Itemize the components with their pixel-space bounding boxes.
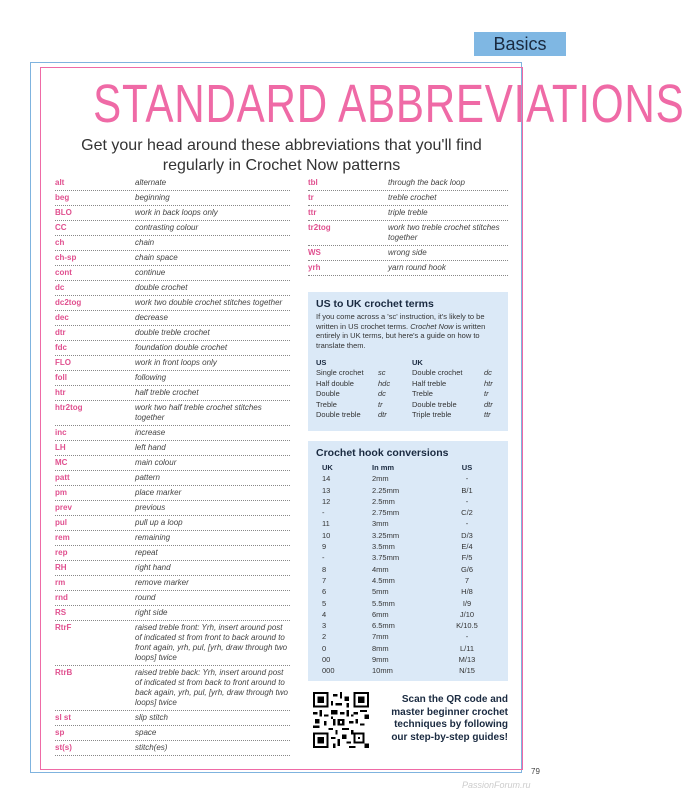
hook-cell: 6.5mm [372, 621, 395, 631]
hook-cell: 5 [322, 598, 327, 608]
abbreviation-code: fdc [55, 343, 67, 352]
abbreviation-code: foll [55, 373, 67, 382]
abbreviation-code: alt [55, 178, 65, 187]
abbreviation-code: htr [55, 388, 66, 397]
hook-row [322, 541, 502, 552]
abbreviation-definition: triple treble [388, 208, 428, 217]
abbreviation-code: rem [55, 533, 70, 542]
terms-header: UK [412, 358, 423, 367]
hook-row [322, 609, 502, 620]
qr-caption: Scan the QR code and master beginner crochet techniques by following our step-by-step guides! [391, 694, 508, 743]
abbreviation-row [55, 251, 290, 266]
abbreviation-row [308, 206, 508, 221]
abbreviation-code: WS [308, 248, 321, 257]
abbreviation-row [308, 191, 508, 206]
abbreviation-definition: foundation double crochet [135, 343, 228, 352]
abbreviation-row [55, 191, 290, 206]
abbreviation-row [55, 531, 290, 546]
abbreviation-definition: through the back loop [388, 178, 465, 187]
terms-cell: Triple treble [412, 410, 452, 420]
hook-cell: 2.75mm [372, 508, 400, 518]
abbreviation-definition: half treble crochet [135, 388, 199, 397]
abbreviation-definition: wrong side [388, 248, 427, 257]
abbreviation-definition: double crochet [135, 283, 188, 292]
hook-cell: 6mm [372, 609, 389, 619]
hook-row [322, 507, 502, 518]
abbreviation-code: MC [55, 458, 68, 467]
abbreviation-definition: work two half treble crochet stitches together [135, 403, 262, 422]
hook-cell: 7 [464, 575, 470, 585]
hook-row [322, 643, 502, 654]
hook-cell: - [322, 553, 325, 563]
abbreviation-row [55, 266, 290, 281]
hook-cell: B/1 [461, 485, 473, 495]
watermark: PassionForum.ru [462, 780, 531, 790]
terms-cell: Double crochet [412, 368, 463, 378]
abbreviation-definition: pattern [135, 473, 160, 482]
hook-cell: 4.5mm [372, 575, 395, 585]
hook-cell: 5.5mm [372, 598, 395, 608]
hook-cell: L/11 [459, 643, 475, 653]
abbreviation-definition: chain space [135, 253, 178, 262]
hook-cell: 2.5mm [372, 496, 395, 506]
abbreviation-code: sp [55, 728, 65, 737]
terms-cell: Double [316, 389, 340, 399]
hook-cell: N/15 [459, 666, 475, 676]
hook-cell: 14 [322, 474, 331, 484]
abbreviation-code: inc [55, 428, 67, 437]
abbreviation-definition: space [135, 728, 157, 737]
abbreviation-code: BLO [55, 208, 72, 217]
hook-cell: H/8 [461, 587, 473, 597]
hook-cell: K/10.5 [456, 621, 478, 631]
abbreviation-row [55, 576, 290, 591]
terms-cell: Half treble [412, 378, 447, 388]
qr-code[interactable] [313, 692, 369, 748]
hook-cell: 9mm [372, 655, 389, 665]
hook-cell: F/5 [461, 553, 473, 563]
abbreviation-row [55, 221, 290, 236]
hook-cell: 4mm [372, 564, 389, 574]
terms-column [378, 358, 390, 420]
us-uk-intro [308, 312, 508, 350]
abbreviation-code: dc2tog [55, 298, 82, 307]
hook-cell: 3.75mm [372, 553, 400, 563]
hook-header-cell: In mm [372, 463, 395, 472]
abbreviation-row [55, 401, 290, 426]
abbreviation-code: prev [55, 503, 72, 512]
abbreviation-row [55, 281, 290, 296]
abbreviation-code: LH [55, 443, 66, 452]
terms-column [484, 358, 493, 420]
hook-row [322, 631, 502, 642]
hook-row [322, 598, 502, 609]
abbreviation-row [308, 246, 508, 261]
abbreviation-row [308, 176, 508, 191]
hook-cell: 3 [322, 621, 327, 631]
abbreviation-definition: stitch(es) [135, 743, 168, 752]
abbreviation-code: htr2tog [55, 403, 83, 412]
abbreviation-definition: left hand [135, 443, 166, 452]
abbreviation-definition: main colour [135, 458, 177, 467]
hook-row [322, 575, 502, 586]
abbreviation-code: ch [55, 238, 65, 247]
hook-cell: 10 [322, 530, 331, 540]
abbreviation-code: tr2tog [308, 223, 331, 232]
abbreviation-definition: alternate [135, 178, 167, 187]
abbreviation-list-left [55, 176, 290, 756]
abbreviation-list-right [308, 176, 508, 276]
abbreviation-definition: treble crochet [388, 193, 437, 202]
abbreviation-definition: round [135, 593, 156, 602]
hook-cell: 000 [322, 666, 335, 676]
abbreviation-definition: following [135, 373, 167, 382]
abbreviation-code: st(s) [55, 743, 72, 752]
terms-cell: Double treble [412, 399, 457, 409]
hook-cell: E/4 [461, 542, 473, 552]
hook-cell: 3.25mm [372, 530, 400, 540]
hook-cell: 5mm [372, 587, 389, 597]
terms-cell: hdc [378, 378, 391, 388]
abbreviation-definition: beginning [135, 193, 170, 202]
terms-header [484, 358, 493, 368]
section-tab: Basics [474, 32, 566, 56]
hook-cell: 2 [322, 632, 327, 642]
abbreviation-row [55, 591, 290, 606]
abbreviation-row [55, 666, 290, 711]
abbreviation-row [55, 606, 290, 621]
terms-cell: sc [378, 368, 386, 378]
abbreviation-code: RtrB [55, 668, 73, 677]
abbreviation-definition: remaining [135, 533, 171, 542]
hook-cell: D/3 [461, 530, 473, 540]
abbreviation-code: pul [55, 518, 67, 527]
hook-cell: 10mm [372, 666, 393, 676]
hook-row [322, 496, 502, 507]
hook-cell: 12 [322, 496, 331, 506]
abbreviation-row [55, 711, 290, 726]
hook-row [322, 654, 502, 665]
abbreviation-row [55, 426, 290, 441]
terms-cell: htr [484, 378, 493, 388]
terms-column [316, 358, 364, 420]
hook-row [322, 564, 502, 575]
hook-row [322, 586, 502, 597]
intro-magazine-name: Crochet Now [410, 321, 454, 331]
abbreviation-code: RtrF [55, 623, 72, 632]
hook-cell: 3mm [372, 519, 389, 529]
abbreviation-row [55, 546, 290, 561]
abbreviation-definition: work two double crochet stitches together [135, 298, 283, 307]
hook-cell: 8 [322, 564, 327, 574]
abbreviation-row [55, 741, 290, 756]
hook-cell: 7 [322, 575, 327, 585]
abbreviation-definition: contrasting colour [135, 223, 199, 232]
hook-row [322, 485, 502, 496]
abbreviation-row [55, 501, 290, 516]
hook-cell: - [465, 496, 469, 506]
abbreviation-row [55, 441, 290, 456]
hook-cell: C/2 [461, 508, 473, 518]
abbreviation-definition: repeat [135, 548, 158, 557]
abbreviation-code: patt [55, 473, 70, 482]
abbreviation-code: dc [55, 283, 65, 292]
us-uk-terms-box [308, 292, 508, 431]
abbreviation-row [55, 296, 290, 311]
terms-cell: dc [378, 389, 386, 399]
abbreviation-row [55, 236, 290, 251]
abbreviation-code: sl st [55, 713, 72, 722]
hook-cell: I/9 [462, 598, 472, 608]
abbreviation-definition: right side [135, 608, 168, 617]
abbreviation-code: ttr [308, 208, 317, 217]
hook-cell: 7mm [372, 632, 389, 642]
abbreviation-row [55, 621, 290, 666]
hook-row [322, 473, 502, 484]
abbreviation-row [55, 311, 290, 326]
abbreviation-row [55, 726, 290, 741]
abbreviation-row [55, 561, 290, 576]
abbreviation-row [55, 386, 290, 401]
hook-cell: - [322, 508, 325, 518]
terms-cell: Treble [316, 399, 337, 409]
hook-heading: Crochet hook conversions [316, 447, 449, 459]
hook-row [322, 518, 502, 529]
terms-column [412, 358, 462, 420]
abbreviation-definition: place marker [135, 488, 182, 497]
hook-header-cell: UK [322, 463, 333, 472]
terms-cell: tr [378, 399, 383, 409]
abbreviation-definition: remove marker [135, 578, 189, 587]
abbreviation-code: tbl [308, 178, 318, 187]
hook-row [322, 530, 502, 541]
terms-header: US [316, 358, 327, 367]
terms-cell: Half double [316, 378, 354, 388]
hook-cell: 13 [322, 485, 331, 495]
abbreviation-code: pm [55, 488, 67, 497]
abbreviation-row [55, 326, 290, 341]
abbreviation-definition: increase [135, 428, 166, 437]
hook-cell: 11 [322, 519, 330, 529]
terms-cell: dtr [484, 399, 493, 409]
hook-cell: 0 [322, 643, 327, 653]
abbreviation-code: beg [55, 193, 70, 202]
intro-text-1: If you come across a 'sc' instruction, it's likely to be written in US crochet terms. [316, 312, 485, 331]
abbreviation-code: RH [55, 563, 67, 572]
us-uk-heading: US to UK crochet terms [316, 298, 434, 310]
hook-cell: 3.5mm [372, 542, 395, 552]
hook-header-cell: US [461, 463, 473, 472]
abbreviation-definition: raised treble back: Yrh, insert around post of indicated st from back to front around to back again, yrh, pul, [yrh, draw through two loops] twice [135, 668, 288, 707]
hook-header-row [322, 462, 502, 473]
abbreviation-code: ch-sp [55, 253, 77, 262]
abbreviation-code: dtr [55, 328, 66, 337]
abbreviation-code: rnd [55, 593, 68, 602]
hook-cell: G/6 [460, 564, 474, 574]
terms-cell: Single crochet [316, 368, 364, 378]
abbreviation-code: cont [55, 268, 72, 277]
hook-cell: - [465, 474, 469, 484]
abbreviation-definition: decrease [135, 313, 168, 322]
abbreviation-definition: work two treble crochet stitches together [388, 223, 500, 242]
abbreviation-definition: yarn round hook [388, 263, 446, 272]
abbreviation-row [55, 471, 290, 486]
hook-cell: 4 [322, 609, 327, 619]
hook-conversion-table [322, 462, 502, 677]
hook-cell: 2.25mm [372, 485, 400, 495]
abbreviation-code: RS [55, 608, 67, 617]
abbreviation-code: rm [55, 578, 66, 587]
terms-cell: ttr [484, 410, 491, 420]
abbreviation-row [308, 221, 508, 246]
abbreviation-code: CC [55, 223, 67, 232]
hook-cell: 2mm [372, 474, 389, 484]
terms-cell: dc [484, 368, 492, 378]
hook-row [322, 620, 502, 631]
terms-cell: Treble [412, 389, 433, 399]
abbreviation-row [55, 176, 290, 191]
abbreviation-row [308, 261, 508, 276]
hook-cell: - [465, 632, 469, 642]
abbreviation-code: rep [55, 548, 68, 557]
abbreviation-row [55, 206, 290, 221]
abbreviation-definition: work in back loops only [135, 208, 218, 217]
abbreviation-code: tr [308, 193, 314, 202]
page-number: 79 [531, 767, 540, 776]
abbreviation-code: FLO [55, 358, 71, 367]
hook-row [322, 665, 502, 676]
page-title: STANDARD ABBREVIATIONS [93, 74, 685, 134]
abbreviation-row [55, 341, 290, 356]
abbreviation-row [55, 356, 290, 371]
hook-cell: 9 [322, 542, 327, 552]
abbreviation-definition: work in front loops only [135, 358, 217, 367]
page-subtitle: Get your head around these abbreviations that you'll find regularly in Crochet Now patterns [81, 137, 482, 174]
abbreviation-definition: pull up a loop [135, 518, 183, 527]
abbreviation-definition: slip stitch [135, 713, 168, 722]
hook-conversion-box [308, 441, 508, 681]
terms-cell: tr [484, 389, 489, 399]
abbreviation-definition: double treble crochet [135, 328, 210, 337]
abbreviation-definition: continue [135, 268, 166, 277]
abbreviation-row [55, 456, 290, 471]
hook-cell: M/13 [458, 655, 476, 665]
abbreviation-row [55, 516, 290, 531]
abbreviation-definition: raised treble front: Yrh, insert around post of indicated st from front to back around to front again, yrh, pul, [yrh, draw through two loops] twice [135, 623, 288, 662]
abbreviation-definition: chain [135, 238, 155, 247]
terms-header [378, 358, 390, 368]
abbreviation-row [55, 371, 290, 386]
hook-cell: 6 [322, 587, 327, 597]
abbreviation-definition: right hand [135, 563, 171, 572]
abbreviation-row [55, 486, 290, 501]
abbreviation-definition: previous [135, 503, 166, 512]
hook-row [322, 552, 502, 563]
hook-cell: 00 [322, 655, 331, 665]
abbreviation-code: dec [55, 313, 69, 322]
hook-cell: J/10 [459, 609, 475, 619]
intro-text-2: is written entirely in UK terms, but here's a guide on how to translate them. [316, 321, 486, 350]
abbreviation-code: yrh [308, 263, 321, 272]
hook-cell: 8mm [372, 643, 389, 653]
terms-cell: dtr [378, 410, 387, 420]
hook-cell: - [465, 519, 469, 529]
terms-cell: Double treble [316, 410, 361, 420]
